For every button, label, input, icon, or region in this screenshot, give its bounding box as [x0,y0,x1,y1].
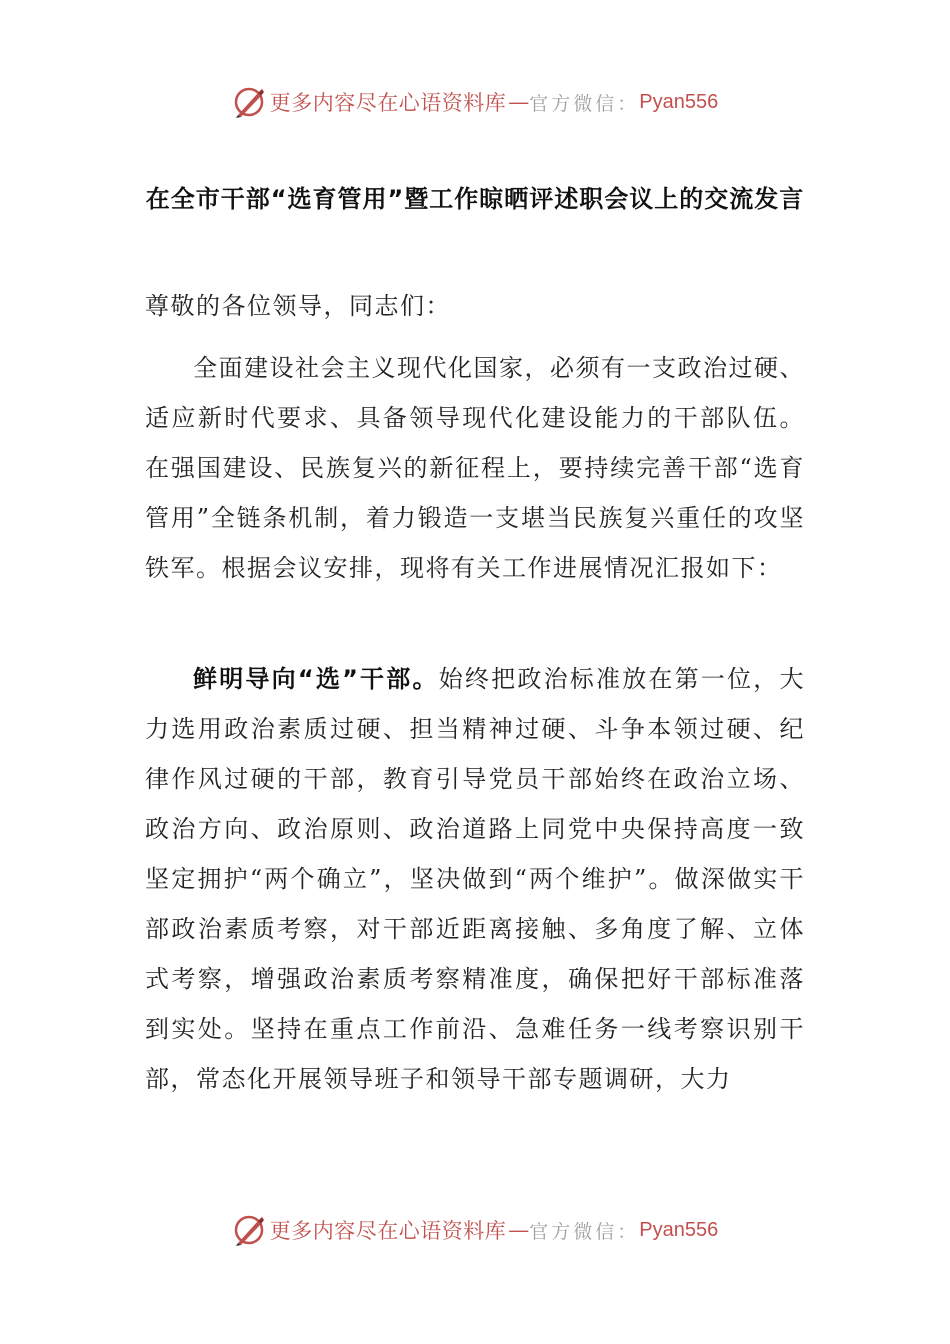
paragraph-lead-heading: 鲜明导向“选”干部。 [193,665,439,693]
banner-dash: — [508,1218,528,1242]
header-watermark-banner [0,82,950,122]
pen-circle-logo-icon [232,1213,266,1247]
paragraph-intro: 全面建设社会主义现代化国家，必须有一支政治过硬、适应新时代要求、具备领导现代化建设能力的干部队伍。在强国建设、民族复兴的新征程上，要持续完善干部“选育管用”全链条机制，着力锻造一支堪当民族复兴重任的攻坚铁军。根据会议安排，现将有关工作进展情况汇报如下： [145,354,805,582]
footer-watermark-banner [0,1210,950,1250]
salutation: 尊敬的各位领导，同志们： [145,292,451,320]
banner-wechat-id: Pyan556 [639,1218,719,1241]
paragraph-body-text: 始终把政治标准放在第一位，大力选用政治素质过硬、担当精神过硬、斗争本领过硬、纪律作风过硬的干部，教育引导党员干部始终在政治立场、政治方向、政治原则、政治道路上同党中央保持高度一致坚定拥护“两个确立”，坚决做到“两个维护”。做深做实干部政治素质考察，对干部近距离接触、多角度了解、立体式考察，增强政治素质考察精准度，确保把好干部标准落到实处。坚持在重点工作前沿、急难任务一线考察识别干部，常态化开展领导班子和领导干部专题调研，大力 [145,665,806,1093]
banner-promo-text: 更多内容尽在心语资料库 [269,1219,507,1243]
pen-circle-logo-icon [232,85,266,119]
banner-wechat-id: Pyan556 [639,90,719,113]
paragraph-select-cadres [145,654,805,1104]
banner-wechat-label: 官方微信： [529,1220,640,1243]
banner-dash: — [508,90,528,114]
banner-promo-text: 更多内容尽在心语资料库 [269,91,507,115]
banner-wechat-label: 官方微信： [529,92,640,115]
document-title: 在全市干部“选育管用”暨工作晾晒评述职会议上的交流发言 [145,185,805,213]
